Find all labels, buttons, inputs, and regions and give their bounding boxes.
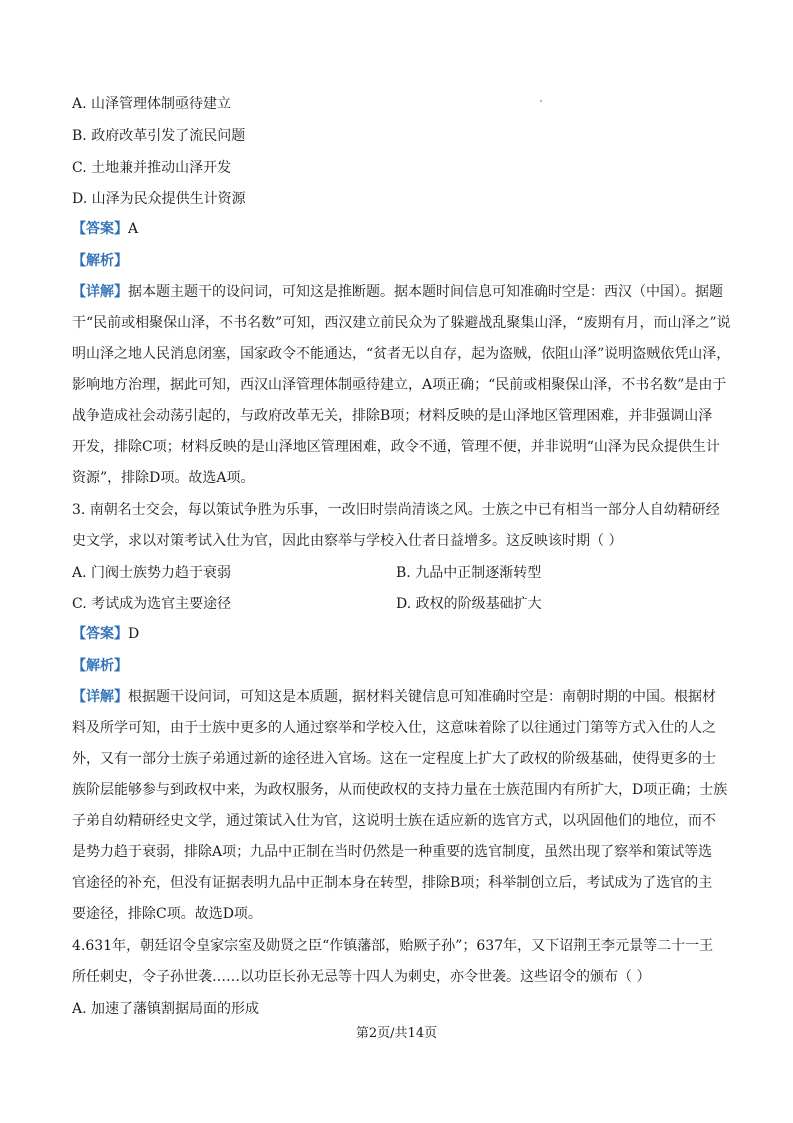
- q3-option-d: D. 政权的阶级基础扩大: [396, 596, 542, 612]
- q3-detail-line: [72, 687, 732, 707]
- analysis-tag: 【解析】: [72, 658, 128, 674]
- q2-detail-line: 明山泽之地人民消息闭塞，国家政令不能通达，“贫者无以自存，起为盗贼，依阻山泽”说明盗贼依凭山泽，: [72, 346, 731, 362]
- q3-answer-value: D: [128, 626, 140, 642]
- q3-detail-line: 族阶层能够参与到政权中来，为政权服务，从而使政权的支持力量在士族范围内有所扩大，D项正确；士族: [72, 782, 728, 798]
- q3-detail-line: 子弟自幼精研经史文学，通过策试入仕为官，这说明士族在适应新的选官方式，以巩固他们的地位，而不: [72, 813, 716, 829]
- q2-detail-line: 影响地方治理，据此可知，西汉山泽管理体制亟待建立，A项正确；“民前或相聚保山泽，不书名数”是由于: [72, 377, 727, 393]
- q3-detail-line: 官途径的补充，但没有证据表明九品中正制本身在转型，排除B项；科举制创立后，考试成为了选官的主: [72, 875, 713, 891]
- q2-detail-text: 据本题主题干的设问词，可知这是推断题。据本题时间信息可知准确时空是：西汉（中国）。据题: [128, 284, 723, 300]
- q2-detail-line: 战争造成社会动荡引起的，与政府改革无关，排除B项；材料反映的是山泽地区管理困难，并非强调山泽: [72, 408, 713, 424]
- q2-analysis-line: [72, 251, 732, 271]
- q2-option-b: B. 政府改革引发了流民问题: [72, 128, 246, 144]
- detail-tag: 【详解】: [72, 284, 128, 300]
- q3-stem-line: 史文学，求以对策考试入仕为官，因此由察举与学校入仕者日益增多。这反映该时期（ ）: [72, 533, 623, 549]
- q2-option-c: C. 土地兼并推动山泽开发: [72, 160, 232, 176]
- q4-stem-line: 所任刺史，令子孙世袭……以功臣长孙无忌等十四人为刺史，亦令世袭。这些诏令的颁布（ ）: [72, 969, 651, 985]
- q3-analysis-line: [72, 656, 732, 676]
- q3-option-b: B. 九品中正制逐渐转型: [396, 565, 542, 581]
- answer-tag: 【答案】: [72, 221, 128, 237]
- q4-stem-line: 4.631年，朝廷诏令皇家宗室及勋贤之臣“作镇藩部，贻厥子孙”；637年，又下诏荆王李元景等二十一王: [72, 938, 714, 954]
- q2-detail-line: 开发，排除C项；材料反映的是山泽地区管理困难，政令不通，管理不便，并非说明“山泽为民众提供生计: [72, 439, 720, 455]
- q4-option-a: A. 加速了藩镇割据局面的形成: [72, 1001, 260, 1017]
- detail-tag: 【详解】: [72, 689, 128, 705]
- q2-detail-line: 资源”，排除D项。故选A项。: [72, 470, 255, 486]
- analysis-tag: 【解析】: [72, 253, 128, 269]
- q2-answer-value: A: [128, 221, 139, 237]
- q3-detail-line: 是势力趋于衰弱，排除A项；九品中正制在当时仍然是一种重要的选官制度，虽然出现了察举和策试等选: [72, 844, 713, 860]
- q3-option-a: A. 门阀士族势力趋于衰弱: [72, 565, 232, 581]
- answer-tag: 【答案】: [72, 626, 128, 642]
- q2-option-a: A. 山泽管理体制亟待建立: [72, 96, 232, 112]
- q3-answer-line: [72, 624, 732, 644]
- q2-detail-line: [72, 282, 732, 302]
- q3-detail-text: 根据题干设问词，可知这是本质题，据材料关键信息可知准确时空是：南朝时期的中国。根据材: [128, 689, 716, 705]
- q2-option-d: D. 山泽为民众提供生计资源: [72, 191, 246, 207]
- page-number-footer: 第2页/共14页: [355, 1026, 438, 1041]
- q2-answer-line: [72, 219, 732, 239]
- q3-stem-line: 3. 南朝名士交会，每以策试争胜为乐事，一改旧时崇尚清谈之风。士族之中已有相当一部分人自幼精研经: [72, 502, 720, 518]
- q3-detail-line: 要途径，排除C项。故选D项。: [72, 906, 262, 922]
- q3-option-c: C. 考试成为选官主要途径: [72, 596, 232, 612]
- q3-detail-line: 外，又有一部分士族子弟通过新的途径进入官场。这在一定程度上扩大了政权的阶级基础，使得更多的士: [72, 751, 716, 767]
- q3-detail-line: 料及所学可知，由于士族中更多的人通过察举和学校入仕，这意味着除了以往通过门第等方式入仕的人之: [72, 720, 716, 736]
- q2-detail-line: 干“民前或相聚保山泽，不书名数”可知，西汉建立前民众为了躲避战乱聚集山泽，“废期有月，而山泽之”说: [72, 315, 731, 331]
